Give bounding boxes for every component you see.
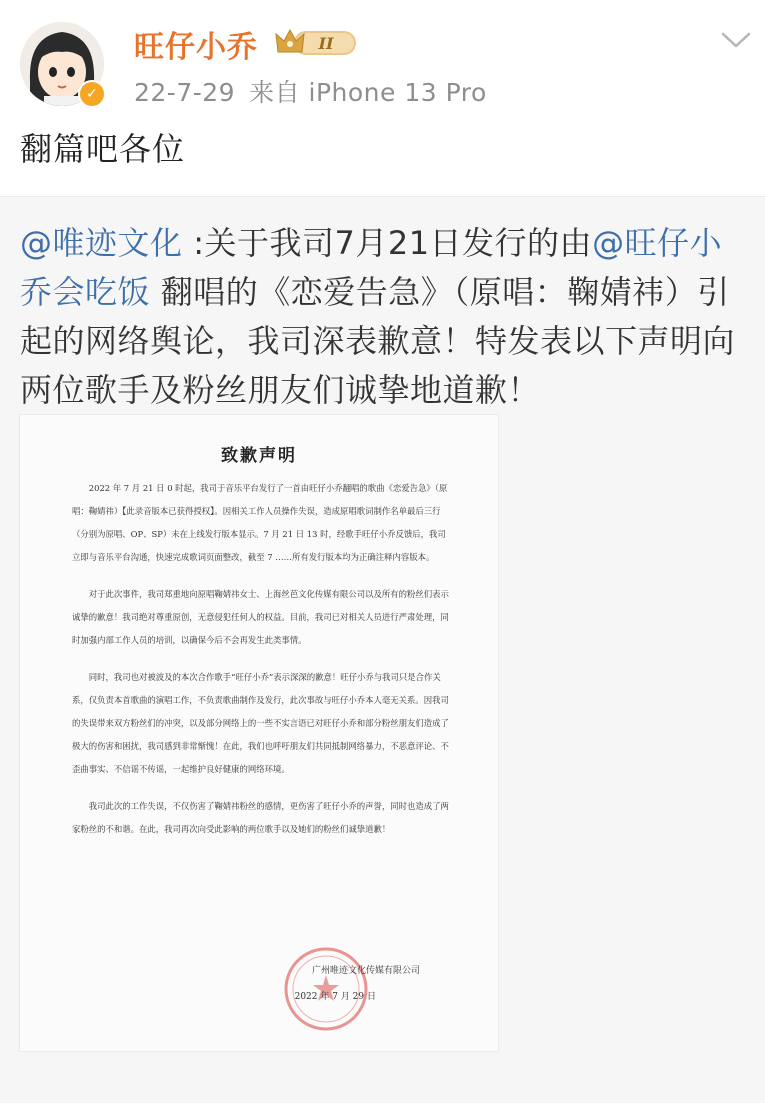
post-text: 翻篇吧各位: [20, 130, 186, 168]
crown-level-icon[interactable]: [274, 26, 358, 60]
document-date: 2022 年 7 月 29 日: [294, 992, 376, 1002]
document-paragraph: 2022 年 7 月 21 日 0 时起，我司于音乐平台发行了一首由旺仔小乔翻唱的歌曲《恋爱告急》（原唱：鞠婧祎）【此录音版本已获得授权】。因相关工作人员操作失误，造成原唱歌词制作名单最后三行（分别为原唱、OP、SP）未在上线发行版本显示。7 月 21 日 13 时，经歌手旺仔小乔反馈后，我司立即与音乐平台沟通，快速完成歌词页面整改，截至 7 ……所有发行版本均为正确注释内容版本。: [72, 483, 448, 562]
reposted-content[interactable]: [0, 197, 765, 1112]
repost-text-part1: :关于我司7月21日发行的由: [182, 224, 593, 262]
document-paragraph: 同时，我司也对被波及的本次合作歌手“旺仔小乔”表示深深的歉意！旺仔小乔与我司只是合作关系，仅负责本首歌曲的演唱工作，不负责歌曲制作及发行，此次事故与旺仔小乔本人毫无关系。因我司的失误带来双方粉丝们的冲突，以及部分网络上的一些不实言语已对旺仔小乔和部分粉丝朋友们造成了极大的伤害和困扰，我司感到非常惭愧！在此，我们也呼吁朋友们共同抵制网络暴力，不恶意评论、不歪曲事实、不信谣不传谣，一起维护良好健康的网络环境。: [72, 672, 449, 774]
mention-singer-link[interactable]: @旺仔小乔会吃饭: [20, 224, 723, 311]
mention-author-link[interactable]: @唯迹文化: [20, 224, 183, 262]
post-date: 22-7-29: [134, 78, 236, 107]
repost-text-part2: 翻唱的《恋爱告急》（原唱：鞠婧祎）引起的网络舆论，我司深表歉意！特发表以下声明向两位歌手及粉丝朋友们诚挚地道歉！: [20, 273, 736, 409]
document-company: 广州唯迹文化传媒有限公司: [311, 966, 420, 976]
chevron-down-icon[interactable]: [720, 28, 752, 52]
document-paragraph: 我司此次的工作失误，不仅伤害了鞠婧祎粉丝的感情，更伤害了旺仔小乔的声誉，同时也造成了两家粉丝的不和谐。在此，我司再次向受此影响的两位歌手以及她们的粉丝们诚挚道歉！: [72, 801, 449, 834]
username[interactable]: 旺仔小乔: [134, 30, 258, 65]
apology-statement-image[interactable]: [20, 415, 498, 1051]
post-header: [0, 0, 765, 120]
document-body: [72, 477, 452, 855]
post-meta: [134, 73, 501, 109]
level-badge-text: II: [318, 34, 334, 53]
post-source: 来自 iPhone 13 Pro: [249, 78, 487, 107]
document-title: 致歉声明: [221, 446, 297, 466]
repost-text: [20, 219, 750, 415]
bottom-edge: [0, 1103, 765, 1112]
document-paragraph: 对于此次事件，我司郑重地向原唱鞠婧祎女士、上海丝芭文化传媒有限公司以及所有的粉丝们表示诚挚的歉意！我司绝对尊重原创，无意侵犯任何人的权益。目前，我司已对相关人员进行严肃处理，同时加强内部工作人员的培训，以确保今后不会再发生此类事情。: [72, 589, 449, 645]
verified-badge-icon: ✓: [78, 80, 106, 108]
